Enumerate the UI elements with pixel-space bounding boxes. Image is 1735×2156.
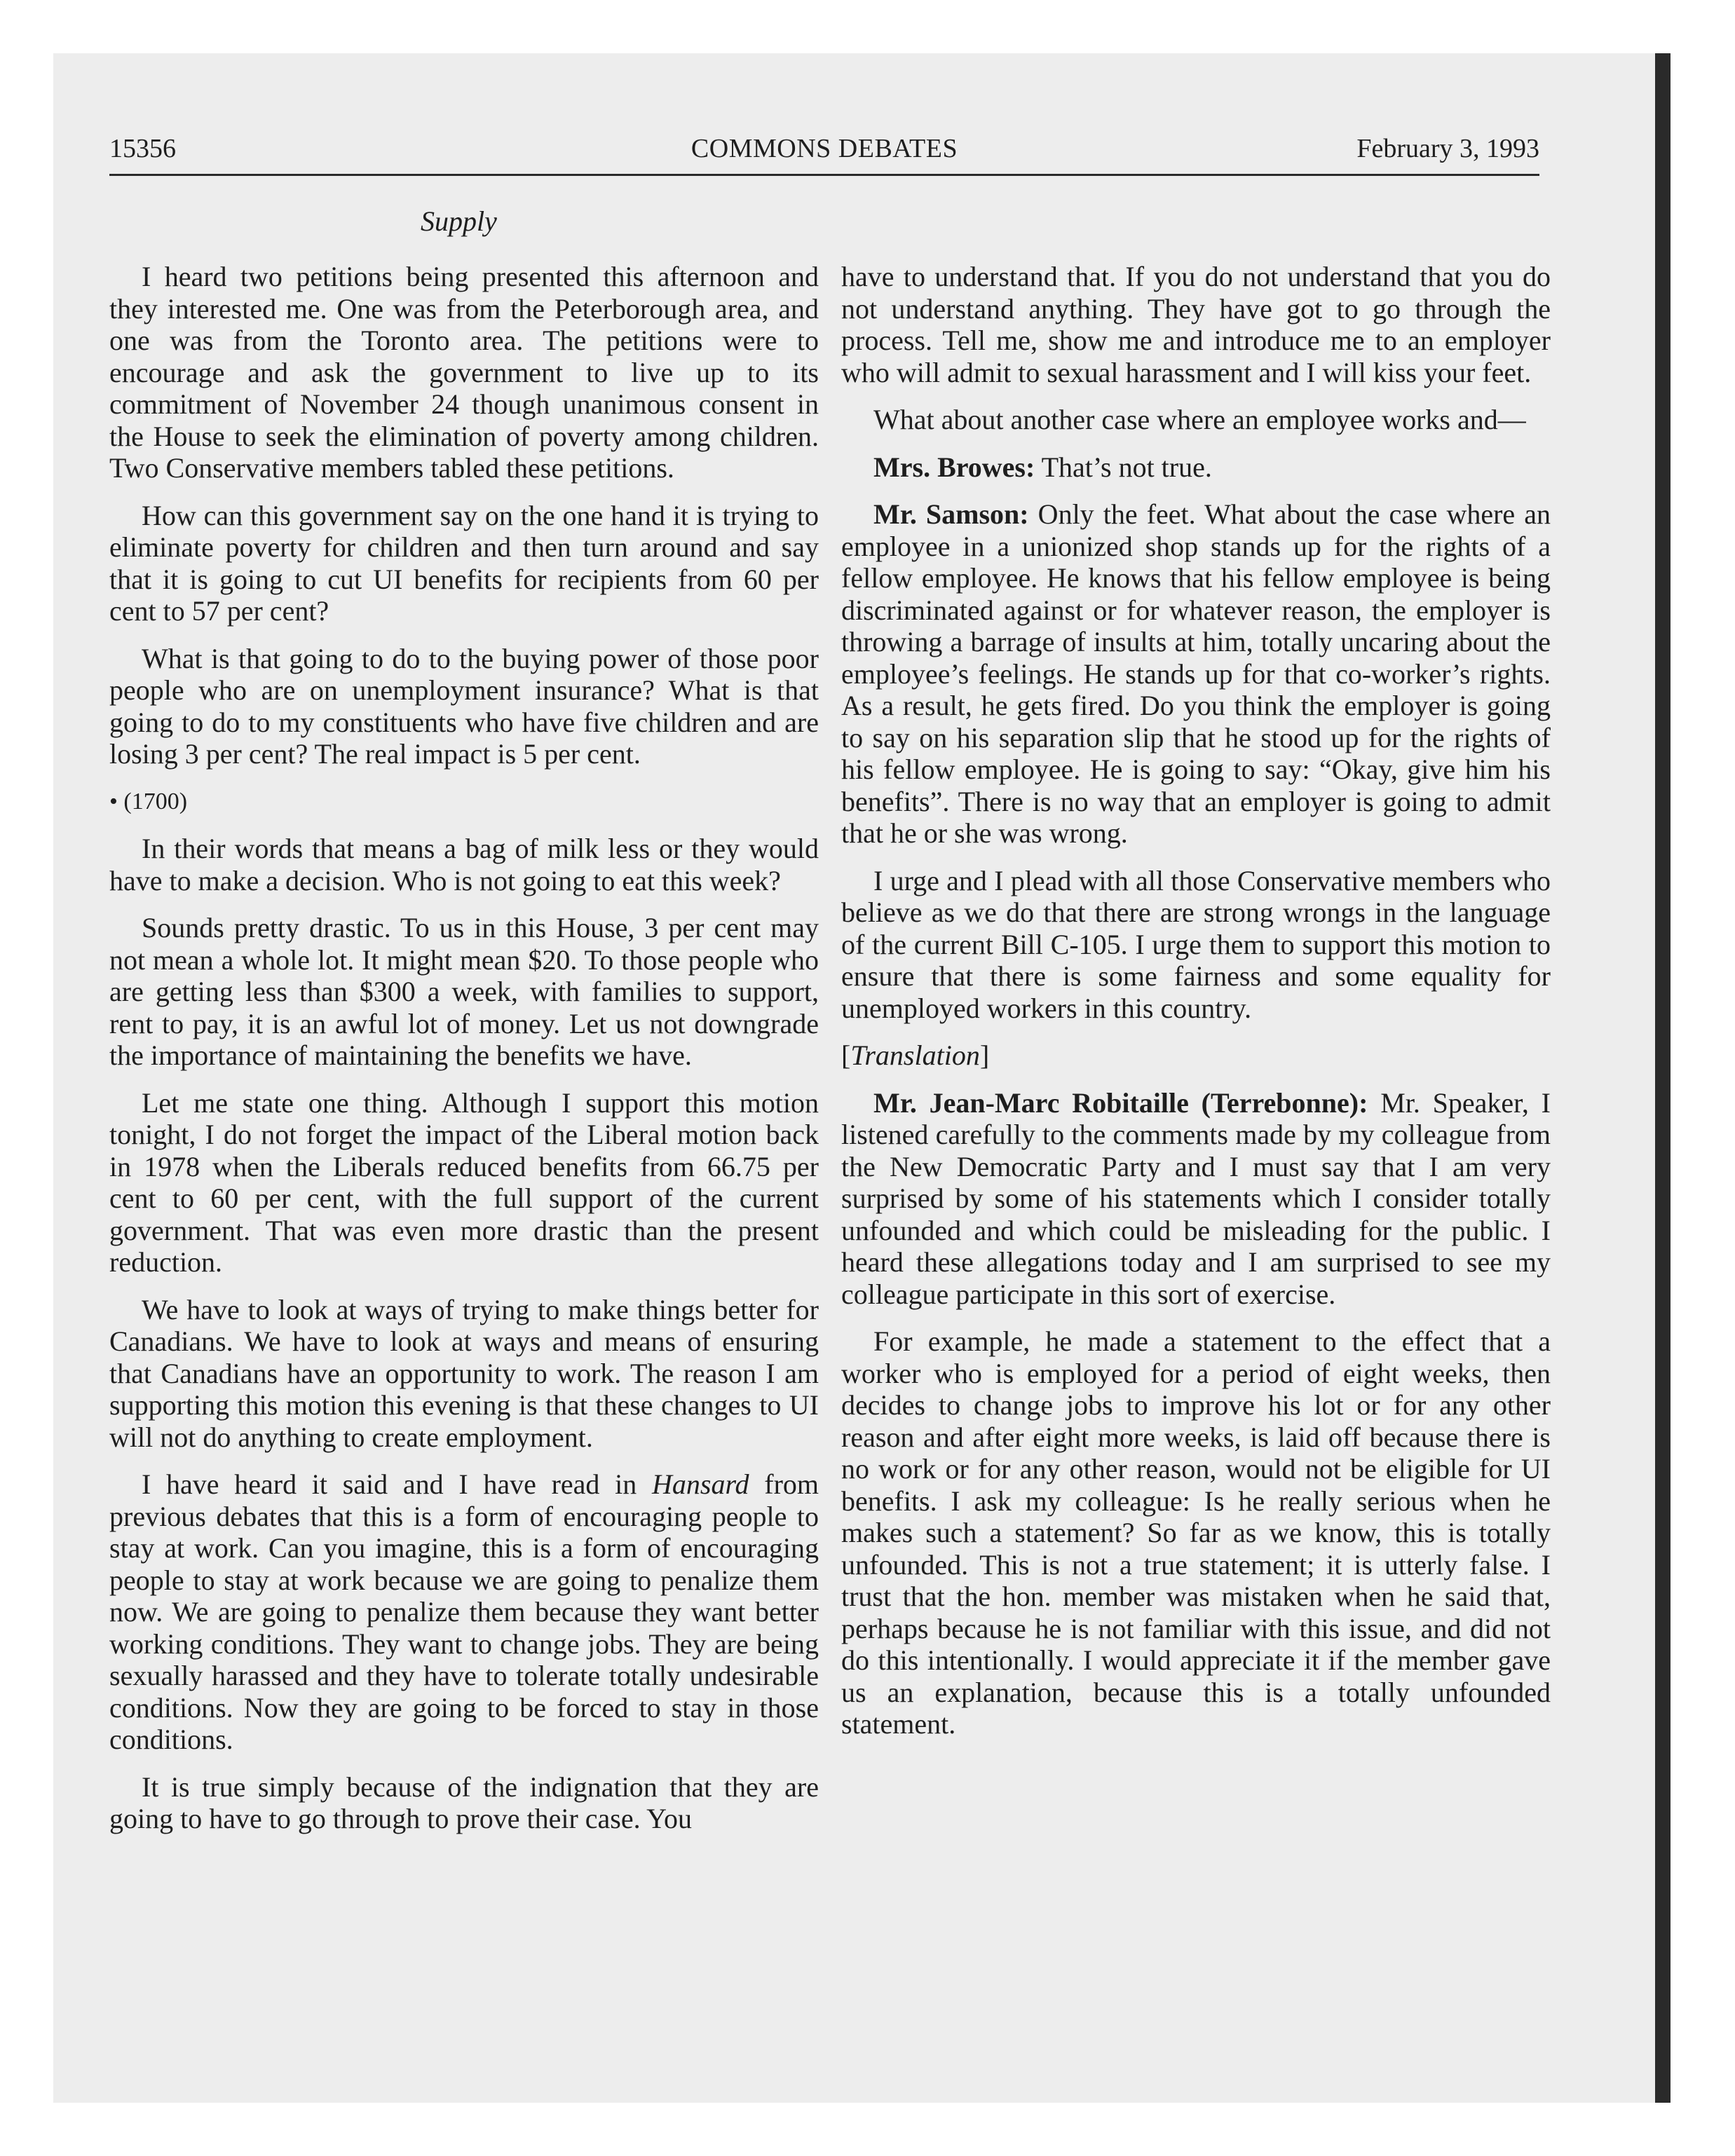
header-rule [109,174,1539,176]
speech-samson: Mr. Samson: Only the feet. What about the case where an employee in a unionized shop stands up for the rights of a fellow employee. He knows that his fellow employee is being discriminated against or for whatever reason, the employer is throwing a barrage of insults at him, totally uncaring about the employee’s feelings. He stands up for that co-worker’s rights. As a result, he gets fired. Do you think the employer is going to say on his separation slip that he stood up for the rights of his fellow employee. He is going to say: “Okay, give him his benefits”. There is no way that an employer is going to admit that he or she was wrong. [841,498,1551,849]
paragraph: Sounds pretty drastic. To us in this House, 3 per cent may not mean a whole lot. It might mean $20. To those people who are getting less than $300 a week, with families to support, rent to pay, it is an awful lot of money. Let us not downgrade the importance of maintaining the benefits we have. [109,912,819,1071]
paragraph: How can this government say on the one hand it is trying to eliminate poverty for children and then turn around and say that it is going to cut UI benefits for recipients from 60 per cent to 57 per cent? [109,499,819,627]
speaker-name: Mr. Samson: [873,498,1029,530]
speaker-name: Mrs. Browes: [873,451,1035,483]
paragraph: In their words that means a bag of milk less or they would have to make a decision. Who is not going to eat this week? [109,833,819,896]
publication-title: COMMONS DEBATES [690,134,958,163]
paragraph: What is that going to do to the buying power of those poor people who are on unemployment insurance? What is that going to do to my constituents who have five children and are losing 3 per cent? The real impact is 5 per cent. [109,642,819,770]
paragraph: For example, he made a statement to the effect that a worker who is employed for a period of eight weeks, then decides to change jobs to improve his lot or for any other reason and after eight more weeks, is laid off because there is no work or for any other reason, would not be eligible for UI benefits. I ask my colleague: Is he really serious when he makes such a statement? So far as we know, this is totally unfounded. This is not a true statement; it is utterly false. I trust that the hon. member was mistaken when he said that, perhaps because he is not familiar with this issue, and did not do this intentionally. I would appreciate it if the member gave us an explanation, because this is a totally unfounded statement. [841,1325,1551,1740]
speaker-name: Mr. Jean-Marc Robitaille (Terrebonne): [873,1086,1368,1119]
paragraph: Let me state one thing. Although I support this motion tonight, I do not forget the impact of the Liberal motion back in 1978 when the Liberals reduced benefits from 66.75 per cent to 60 per cent, with the full support of the current government. That was even more drastic than the present reduction. [109,1086,819,1278]
hansard-italic: Hansard [651,1468,749,1500]
page-header [109,133,1539,175]
time-marker: • (1700) [109,788,188,814]
speech-browes: Mrs. Browes: That’s not true. [873,451,1212,483]
paragraph: What about another case where an employee works and— [873,404,1526,435]
translation-marker: [Translation] [841,1039,990,1071]
speech-robitaille: Mr. Jean-Marc Robitaille (Terrebonne): Mr. Speaker, I listened carefully to the comments made by my colleague from the New Democratic Party and I must say that I am very surprised by some of his statements which I consider totally unfounded and which could be misleading for the public. I heard these allegations today and I am surprised to see my colleague participate in this sort of exercise. [841,1086,1551,1310]
scan-edge [1655,53,1671,2103]
left-column [109,261,819,1850]
section-title: Supply [421,205,497,237]
paragraph-continued: have to understand that. If you do not understand that you do not understand anything. They have got to go through the process. Tell me, show me and introduce me to an employer who will admit to sexual harassment and I will kiss your feet. [841,261,1551,388]
paragraph-hansard: I have heard it said and I have read in Hansard from previous debates that this is a form of encouraging people to stay at work. Can you imagine, this is a form of encouraging people to stay at work because we are going to penalize them now. We are going to penalize them because they want better working conditions. They want to change jobs. They are being sexually harassed and they have to tolerate totally undesirable conditions. Now they are going to be forced to stay in those conditions. [109,1468,819,1755]
paragraph: I urge and I plead with all those Conservative members who believe as we do that there are strong wrongs in the language of the current Bill C-105. I urge them to support this motion to ensure that there is some fairness and some equality for unemployed workers in this country. [841,864,1551,1024]
page-date: February 3, 1993 [1356,134,1539,163]
right-column [841,261,1551,1756]
page-number: 15356 [109,134,176,163]
paragraph: It is true simply because of the indignation that they are going to have to go through to prove their case. You [109,1770,819,1834]
paragraph: We have to look at ways of trying to make things better for Canadians. We have to look at ways and means of ensuring that Canadians have an opportunity to work. The reason I am supporting this motion this evening is that these changes to UI will not do anything to create employment. [109,1293,819,1453]
paragraph: I heard two petitions being presented this afternoon and they interested me. One was from the Peterborough area, and one was from the Toronto area. The petitions were to encourage and ask the government to live up to its commitment of November 24 though unanimous consent in the House to seek the elimination of poverty among children. Two Conservative members tabled these petitions. [109,261,819,484]
